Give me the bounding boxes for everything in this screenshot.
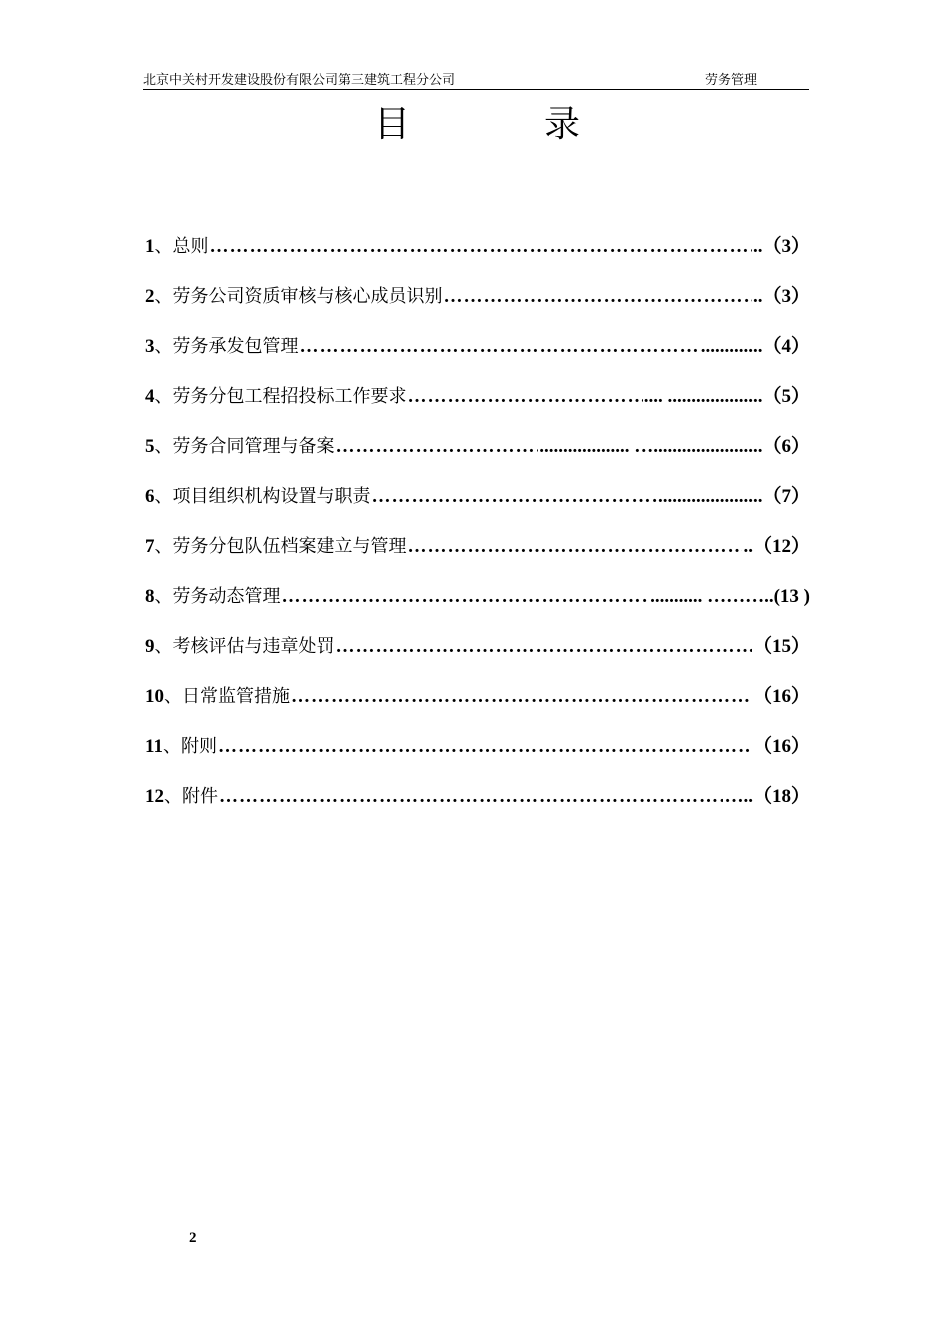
- toc-entry-title: 劳务分包工程招投标工作要求: [172, 386, 407, 407]
- toc-entry-number: 9: [145, 636, 155, 657]
- toc-entry-separator: 、: [164, 686, 182, 707]
- toc-entry-page: ..（3）: [752, 286, 810, 307]
- toc-entry-page: ................... ….......................（6）: [539, 436, 810, 457]
- toc-entry-separator: 、: [164, 786, 182, 807]
- toc-entry-title: 考核评估与违章处罚: [172, 636, 335, 657]
- toc-entry-number: 1: [145, 236, 155, 257]
- page-title: [0, 100, 950, 148]
- toc-entry-separator: 、: [154, 536, 173, 557]
- toc-entry-number: 11: [145, 736, 163, 757]
- footer-page-number: 2: [189, 1230, 197, 1246]
- toc-leader-dots: [291, 684, 752, 710]
- toc-entry-number: 7: [145, 536, 155, 557]
- toc-entry-number: 5: [145, 436, 155, 457]
- toc-leader-dots: [282, 584, 650, 610]
- toc-entry-title: 劳务承发包管理: [172, 336, 299, 357]
- toc-entry[interactable]: [145, 772, 810, 822]
- toc-leader-dots: [372, 484, 657, 510]
- toc-leader-dots: [408, 534, 743, 560]
- toc-entry-title: 附件: [182, 786, 218, 807]
- toc-entry-title: 劳务分包队伍档案建立与管理: [172, 536, 407, 557]
- toc-entry-title: 总则: [172, 236, 209, 257]
- toc-entry-title: 日常监管措施: [182, 686, 290, 707]
- toc-entry-title: 附则: [180, 736, 217, 757]
- toc-entry-number: 10: [145, 686, 164, 707]
- toc-entry[interactable]: [145, 272, 810, 322]
- toc-leader-dots: [336, 434, 539, 460]
- toc-leader-dots: [210, 234, 752, 260]
- toc-entry-separator: 、: [154, 386, 173, 407]
- toc-leader-dots: [336, 634, 752, 660]
- toc-entry-title: 劳务动态管理: [172, 586, 281, 607]
- toc-entry[interactable]: [145, 572, 810, 622]
- title-char-2: 录: [544, 104, 581, 144]
- toc-entry-page: .... ....................（5）: [643, 386, 810, 407]
- toc-entry[interactable]: [145, 672, 810, 722]
- toc-entry-number: 2: [145, 286, 155, 307]
- toc-entry-number: 8: [145, 586, 155, 607]
- toc-entry-page: .............（4）: [700, 336, 810, 357]
- toc-entry-page: ..（12）: [743, 536, 810, 557]
- table-of-contents: [145, 222, 810, 822]
- toc-entry-separator: 、: [154, 286, 173, 307]
- toc-entry-page: （15）: [752, 636, 810, 657]
- header-section-name: 劳务管理: [705, 72, 758, 87]
- toc-leader-dots: [219, 784, 723, 810]
- toc-entry-page: ..（3）: [752, 236, 810, 257]
- toc-entry[interactable]: [145, 222, 810, 272]
- toc-entry-title: 项目组织机构设置与职责: [172, 486, 371, 507]
- toc-entry-number: 6: [145, 486, 155, 507]
- toc-entry-page: ........... ………..(13 ): [650, 586, 810, 607]
- toc-entry-number: 4: [145, 386, 155, 407]
- toc-entry-separator: 、: [154, 436, 173, 457]
- toc-entry-separator: 、: [154, 236, 173, 257]
- toc-entry[interactable]: [145, 722, 810, 772]
- toc-entry-separator: 、: [154, 486, 173, 507]
- toc-entry-page: …..（18）: [724, 786, 810, 807]
- toc-entry-separator: 、: [154, 586, 173, 607]
- toc-entry-page: （16）: [752, 686, 810, 707]
- toc-entry-page: ......................（7）: [657, 486, 810, 507]
- title-char-1: 目: [374, 104, 411, 144]
- toc-entry-number: 3: [145, 336, 155, 357]
- toc-entry-separator: 、: [162, 736, 181, 757]
- toc-entry-number: 12: [145, 786, 164, 807]
- header-company-name: 北京中关村开发建设股份有限公司第三建筑工程分公司: [143, 72, 456, 87]
- toc-entry[interactable]: [145, 422, 810, 472]
- toc-leader-dots: [408, 384, 643, 410]
- toc-leader-dots: [300, 334, 700, 360]
- toc-leader-dots: [218, 734, 752, 760]
- toc-entry-separator: 、: [154, 636, 173, 657]
- toc-entry-title: 劳务公司资质审核与核心成员识别: [172, 286, 443, 307]
- toc-entry[interactable]: [145, 622, 810, 672]
- toc-leader-dots: [444, 284, 752, 310]
- toc-entry-title: 劳务合同管理与备案: [172, 436, 335, 457]
- toc-entry-page: （16）: [752, 736, 810, 757]
- toc-entry[interactable]: [145, 522, 810, 572]
- toc-entry[interactable]: [145, 372, 810, 422]
- toc-entry[interactable]: [145, 472, 810, 522]
- toc-entry-separator: 、: [154, 336, 173, 357]
- page-header: [143, 70, 809, 90]
- toc-entry[interactable]: [145, 322, 810, 372]
